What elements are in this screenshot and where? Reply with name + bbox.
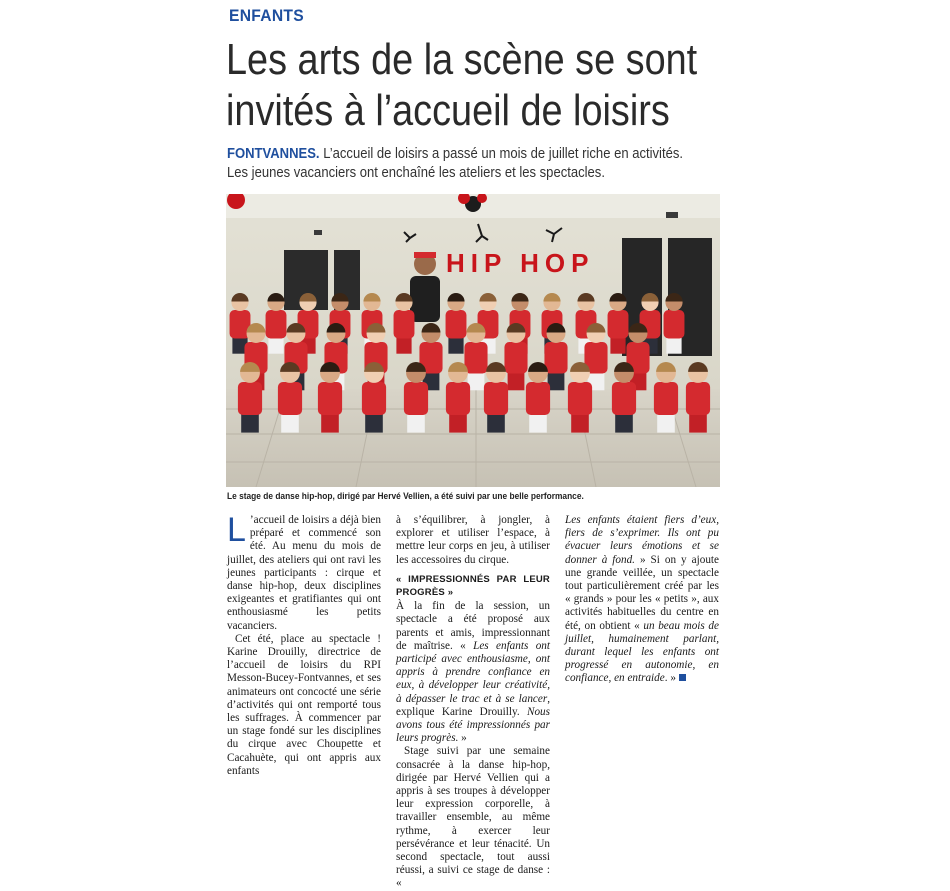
child-figure xyxy=(464,323,487,390)
child-figure xyxy=(654,362,678,433)
lead-text-1: L’accueil de loisirs a passé un mois de juillet riche en activités. xyxy=(319,146,683,162)
photo-caption: Le stage de danse hip-hop, dirigé par Hervé Vellien, a été suivi par une belle performance. xyxy=(227,491,584,502)
svg-text:HIP HOP: HIP HOP xyxy=(446,248,595,278)
end-mark xyxy=(679,674,686,681)
paragraph-5: Stage suivi par une semaine consacrée à la danse hip-hop, dirigée par Hervé Vellien qui a appris à ses troupes à développer leur expression corporelle, à travailler ensemble, au même rythme, à exercer leur persévérance et leur ténacité. Un second spectacle, tout aussi réussi, a suivi ce stage de danse : « xyxy=(396,745,550,890)
child-figure xyxy=(612,362,636,433)
instructor-figure xyxy=(410,252,440,322)
headline xyxy=(226,34,698,136)
lead-text-2: Les jeunes vacanciers ont enchaîné les ateliers et les spectacles. xyxy=(227,165,605,181)
column-2 xyxy=(396,514,550,891)
child-figure xyxy=(484,362,508,433)
section-label: ENFANTS xyxy=(229,6,304,25)
child-figure xyxy=(419,323,442,390)
child-figure xyxy=(686,362,710,433)
child-figure xyxy=(544,323,567,390)
paragraph-5-quote: Les enfants étaient fiers d’eux, fiers de s’exprimer. Ils ont pu évacuer leurs émotions et se donner à fond. » Si on y ajoute une grande veillée, un spectacle tout particulièrement créé par les « grands » pour les « petits », aux activités habituelles du centre en été, on obtient « un beau mois de juillet, humainement parlant, durant lequel les enfants ont progressé en autonomie, en confiance, en entraide. » xyxy=(565,514,719,685)
child-figure xyxy=(446,293,467,354)
child-figure xyxy=(238,362,262,433)
child-figure xyxy=(394,293,415,354)
paragraph-3: à s’équilibrer, à jongler, à explorer et utiliser l’espace, à mettre leur corps en jeu, à utiliser les accessoires du cirque. xyxy=(396,514,550,566)
lead-paragraph xyxy=(227,145,695,183)
headline-line-1: Les arts de la scène se sont xyxy=(226,35,698,84)
child-figure xyxy=(278,362,302,433)
drop-cap: L xyxy=(227,511,246,549)
child-figure xyxy=(568,362,592,433)
child-figure xyxy=(504,323,527,390)
lead-place: FONTVANNES. xyxy=(227,146,320,162)
paragraph-2: Cet été, place au spectacle ! Karine Drouilly, directrice de l’accueil de loisirs du RPI Messon-Bucey-Fontvannes, et ses animateurs ont concocté une série d’activités qui ont remporté tous les suffrages. À commencer par un stage fondé sur les disciplines du cirque avec Choupette et Cacahuète, qui ont appris aux enfants xyxy=(227,632,381,777)
column-1 xyxy=(227,511,381,778)
group-photo-illustration xyxy=(226,194,720,487)
child-figure xyxy=(526,362,550,433)
paragraph-4: À la fin de la session, un spectacle a été proposé aux parents et amis, impressionnant de maîtrise. « Les enfants ont participé avec enthousiasme, ont appris à prendre confiance en eux, à développer leur créativité, à dépasser le trac et à se lancer, explique Karine Drouilly. Nous avons tous été impressionnés par leurs progrès. » xyxy=(396,600,550,745)
child-figure xyxy=(318,362,342,433)
child-figure xyxy=(664,293,685,354)
child-figure xyxy=(404,362,428,433)
child-figure xyxy=(446,362,470,433)
group-photo xyxy=(226,194,720,487)
intertitle: « IMPRESSIONNÉS PAR LEUR PROGRÈS » xyxy=(396,573,550,599)
child-figure xyxy=(608,293,629,354)
headline-line-2: invités à l’accueil de loisirs xyxy=(226,86,670,135)
paragraph-1: L ’accueil de loisirs a déjà bien préparé et commencé son été. Au menu du mois de juillet, des ateliers qui ont ravi les jeunes participants : cirque et danse hip-hop, deux disciplines exigeantes et gratifiantes qui ont enthousiasmé les petits vacanciers. xyxy=(227,511,381,632)
child-figure xyxy=(266,293,287,354)
child-figure xyxy=(584,323,607,390)
column-3 xyxy=(565,514,719,686)
child-figure xyxy=(362,362,386,433)
